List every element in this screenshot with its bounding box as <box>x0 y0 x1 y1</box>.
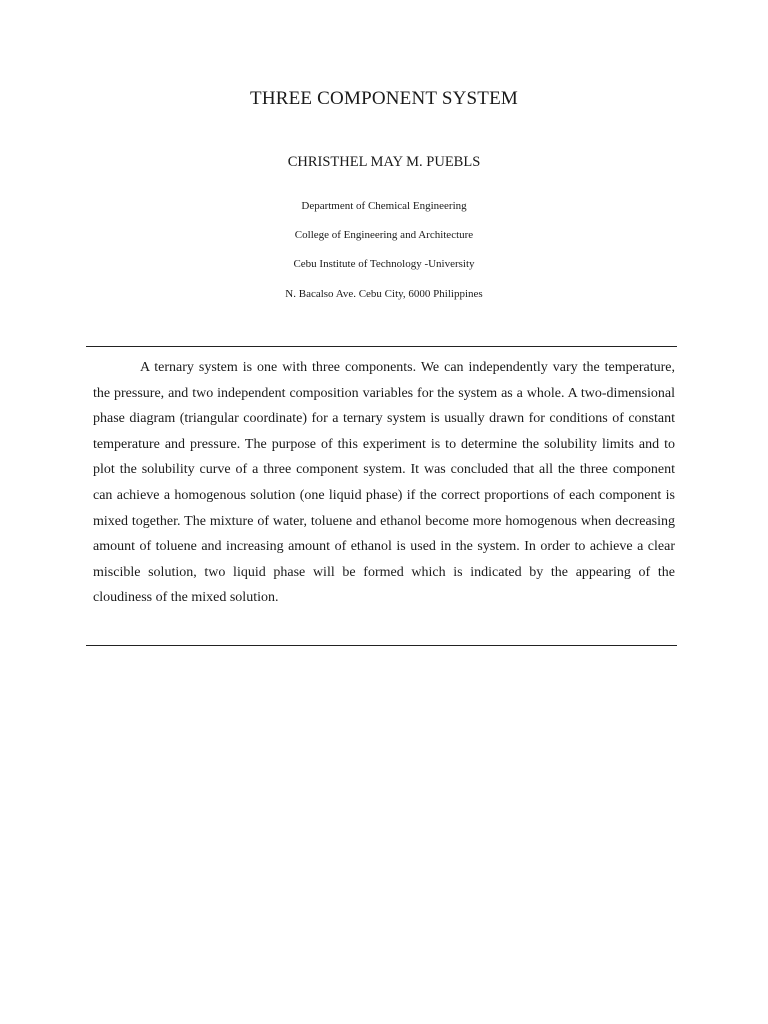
affiliation-address: N. Bacalso Ave. Cebu City, 6000 Philippines <box>285 288 483 300</box>
abstract-top-rule <box>86 346 677 347</box>
abstract-text: A ternary system is one with three components. We can independently vary the temperature, the pressure, and two independent composition variables for the system as a whole. A two-dimensional phase diagram (triangular coordinate) for a ternary system is usually drawn for conditions of constant temperature and pressure. The purpose of this experiment is to determine the solubility limits and to plot the solubility curve of a three component system. It was concluded that all the three component can achieve a homogenous solution (one liquid phase) if the correct proportions of each component is mixed together. The mixture of water, toluene and ethanol become more homogenous when decreasing amount of toluene and increasing amount of ethanol is used in the system. In order to achieve a clear miscible solution, two liquid phase will be formed which is indicated by the appearing of the cloudiness of the mixed solution. <box>93 360 675 606</box>
paper-title: THREE COMPONENT SYSTEM <box>250 88 518 109</box>
affiliation-college: College of Engineering and Architecture <box>294 229 474 241</box>
abstract-bottom-rule <box>86 645 677 646</box>
affiliation-institution: Cebu Institute of Technology -University <box>293 258 475 270</box>
affiliation-department: Department of Chemical Engineering <box>301 200 467 212</box>
author-name: CHRISTHEL MAY M. PUEBLS <box>287 154 481 170</box>
